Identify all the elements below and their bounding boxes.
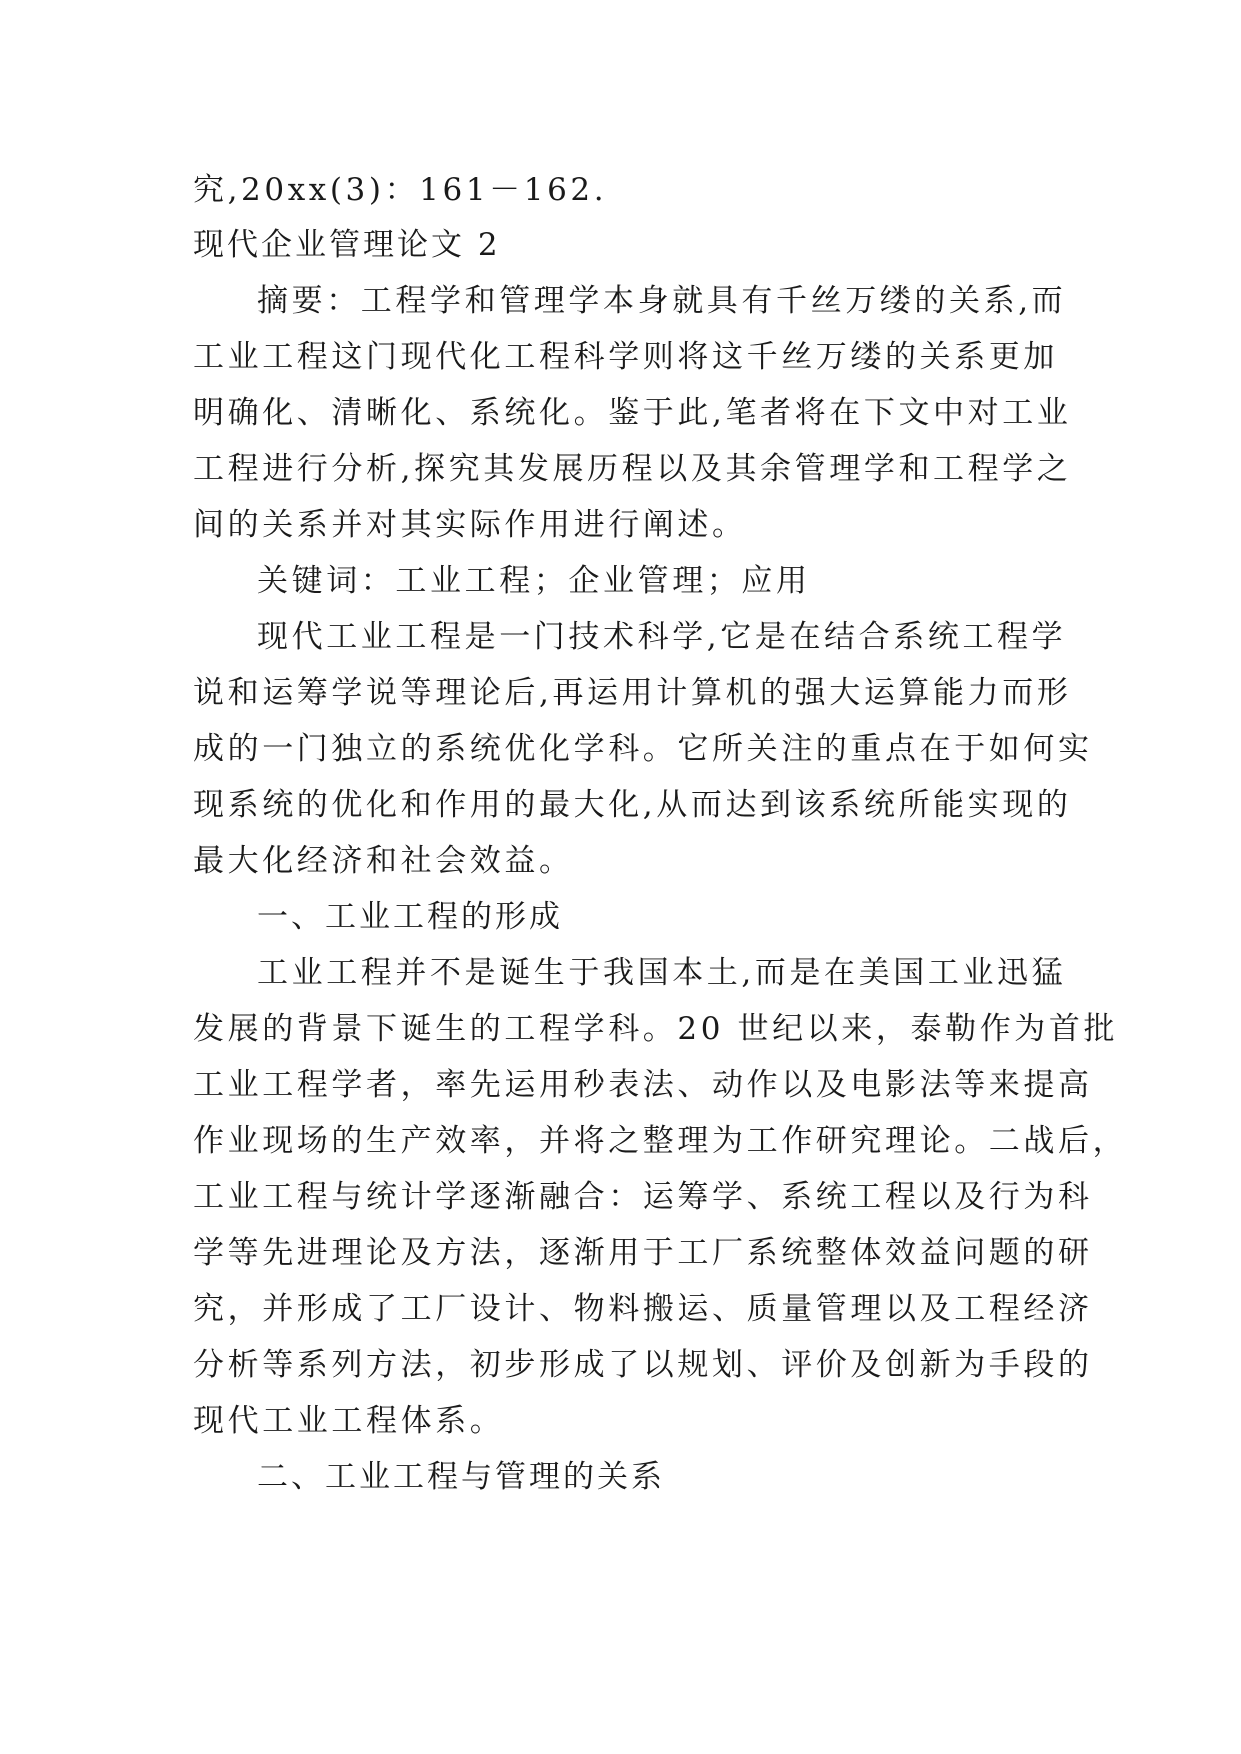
article-title: 现代企业管理论文 2	[193, 227, 501, 263]
paragraph-line: 工业工程学者，率先运用秒表法、动作以及电影法等来提高	[193, 1067, 1093, 1103]
abstract-line: 间的关系并对其实际作用进行阐述。	[193, 507, 747, 543]
paragraph-line: 成的一门独立的系统优化学科。它所关注的重点在于如何实	[193, 731, 1093, 767]
paragraph-line: 工业工程并不是诞生于我国本土,而是在美国工业迅猛	[257, 955, 1067, 991]
keywords-line: 关键词：工业工程；企业管理；应用	[257, 563, 811, 599]
section-heading: 一、工业工程的形成	[257, 899, 563, 935]
paragraph-line: 工业工程与统计学逐渐融合：运筹学、系统工程以及行为科	[193, 1179, 1093, 1215]
paragraph-line: 现代工业工程体系。	[193, 1403, 505, 1439]
reference-continuation: 究,20xx(3)：161－162.	[193, 172, 608, 208]
paragraph-line: 发展的背景下诞生的工程学科。20 世纪以来，泰勒作为首批	[193, 1011, 1119, 1047]
paragraph-line: 现系统的优化和作用的最大化,从而达到该系统所能实现的	[193, 787, 1072, 823]
abstract-line: 工业工程这门现代化工程科学则将这千丝万缕的关系更加	[193, 339, 1058, 375]
abstract-line: 摘要：工程学和管理学本身就具有千丝万缕的关系,而	[257, 283, 1067, 319]
section-heading: 二、工业工程与管理的关系	[257, 1459, 665, 1495]
abstract-line: 明确化、清晰化、系统化。鉴于此,笔者将在下文中对工业	[193, 395, 1072, 431]
paragraph-line: 现代工业工程是一门技术科学,它是在结合系统工程学	[257, 619, 1067, 655]
paragraph-line: 说和运筹学说等理论后,再运用计算机的强大运算能力而形	[193, 675, 1072, 711]
paragraph-line: 究，并形成了工厂设计、物料搬运、质量管理以及工程经济	[193, 1291, 1093, 1327]
paragraph-line: 分析等系列方法，初步形成了以规划、评价及创新为手段的	[193, 1347, 1093, 1383]
paragraph-line: 作业现场的生产效率，并将之整理为工作研究理论。二战后，	[193, 1123, 1128, 1159]
paragraph-line: 学等先进理论及方法，逐渐用于工厂系统整体效益问题的研	[193, 1235, 1093, 1271]
paragraph-line: 最大化经济和社会效益。	[193, 843, 574, 879]
abstract-line: 工程进行分析,探究其发展历程以及其余管理学和工程学之	[193, 451, 1072, 487]
